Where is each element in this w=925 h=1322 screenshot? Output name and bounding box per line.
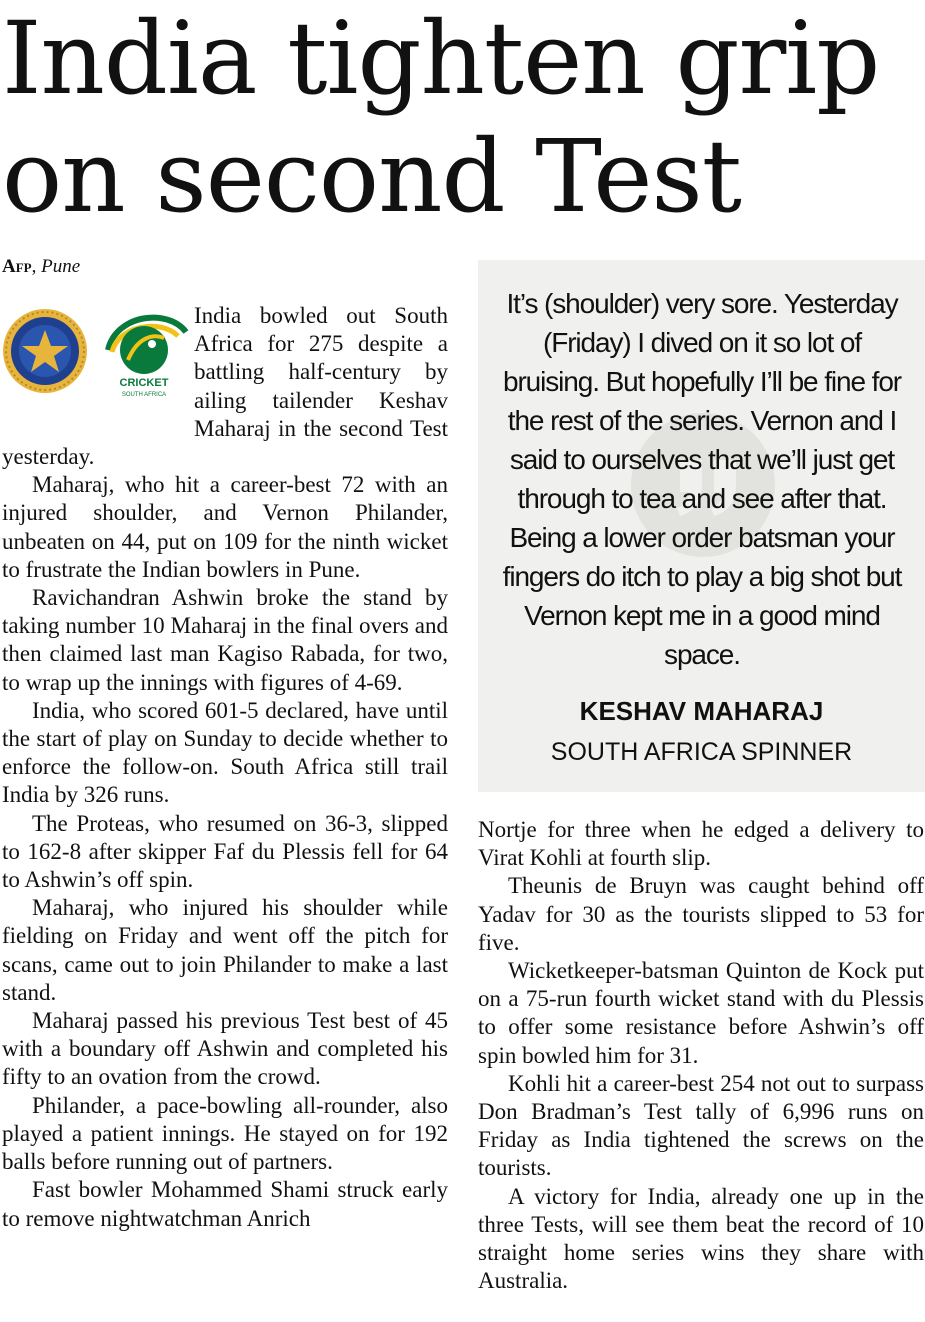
pull-quote-role: SOUTH AFRICA SPINNER xyxy=(550,738,853,766)
csa-logo-text-top: CRICKET xyxy=(119,377,169,389)
byline-agency: Afp xyxy=(2,256,32,277)
byline xyxy=(2,256,80,278)
article-paragraph: Ravichandran Ashwin broke the stand by taking number 10 Maharaj in the final overs and then claimed last man Kagiso Rabada, for two, to wrap up the innings with figures of 4-69. xyxy=(2,585,448,695)
article-paragraph: Kohli hit a career-best 254 not out to surpass Don Bradman’s Test tally of 6,996 runs on Friday as India tightened the screws on the tourists. xyxy=(478,1070,924,1181)
article-paragraph: Maharaj, who injured his shoulder while fielding on Friday and went off the pitch for scans, came out to join Philander to make a last stand. xyxy=(2,895,448,1005)
byline-place: Pune xyxy=(41,256,81,277)
article-paragraph: Philander, a pace-bowling all-rounder, also played a patient innings. He stayed on for 192 balls before running out of partners. xyxy=(2,1092,448,1175)
article-paragraph: India bowled out South Africa for 275 despite a battling half-century by ailing tailender Keshav Maharaj in the second Test yesterday. xyxy=(2,303,448,470)
headline-line-1: India tighten grip xyxy=(2,0,880,117)
csa-logo-text-bottom: SOUTH AFRICA xyxy=(121,392,167,398)
article-paragraph: Maharaj passed his previous Test best of 45 with a boundary off Ashwin and completed his fifty to an ovation from the crowd. xyxy=(2,1008,448,1090)
cricket-south-africa-logo xyxy=(98,306,190,398)
article-paragraph: Fast bowler Mohammed Shami struck early to remove nightwatchman Anrich xyxy=(2,1177,448,1231)
article-column-right xyxy=(478,816,924,1295)
team-logos xyxy=(2,302,194,418)
article-paragraph: Maharaj, who hit a career-best 72 with an injured shoulder, and Vernon Philander, unbeaten on 44, put on 109 for the ninth wicket to frustrate the Indian bowlers in Pune. xyxy=(2,472,448,582)
headline-line-2: on second Test xyxy=(2,118,741,235)
pull-quote-name: KESHAV MAHARAJ xyxy=(579,696,824,726)
pull-quote-text: It’s (shoulder) very sore. Yesterday (Friday) I dived on it so lot of bruising. But hopefully I’ll be fine for the rest of the series. Vernon and I said to ourselves that we’ll just get through to tea and see after that. Being a lower order batsman your fingers do itch to play a big shot but Vernon kept me in a good mind space. xyxy=(502,288,902,670)
article-paragraph: Wicketkeeper-batsman Quinton de Kock put on a 75-run fourth wicket stand with du Plessis to offer some resistance before Ashwin’s off spin bowled him for 31. xyxy=(478,958,924,1068)
byline-separator: , xyxy=(31,256,37,277)
bcci-crest-icon xyxy=(2,308,88,394)
article-paragraph: A victory for India, already one up in the three Tests, will see them beat the record of 10 straight home series wins they share with Australia. xyxy=(478,1183,924,1294)
article-paragraph: India, who scored 601-5 declared, have until the start of play on Sunday to decide whether to enforce the follow-on. South Africa still trail India by 326 runs. xyxy=(2,697,448,808)
article-paragraph: Theunis de Bruyn was caught behind off Yadav for 30 as the tourists slipped to 53 for five. xyxy=(478,873,924,955)
article-paragraph: The Proteas, who resumed on 36-3, slipped to 162-8 after skipper Faf du Plessis fell for 64 to Ashwin’s off spin. xyxy=(2,810,448,893)
article-column-left xyxy=(2,302,448,1233)
article-paragraph: Nortje for three when he edged a delivery to Virat Kohli at fourth slip. xyxy=(478,817,924,871)
headline xyxy=(2,0,922,236)
